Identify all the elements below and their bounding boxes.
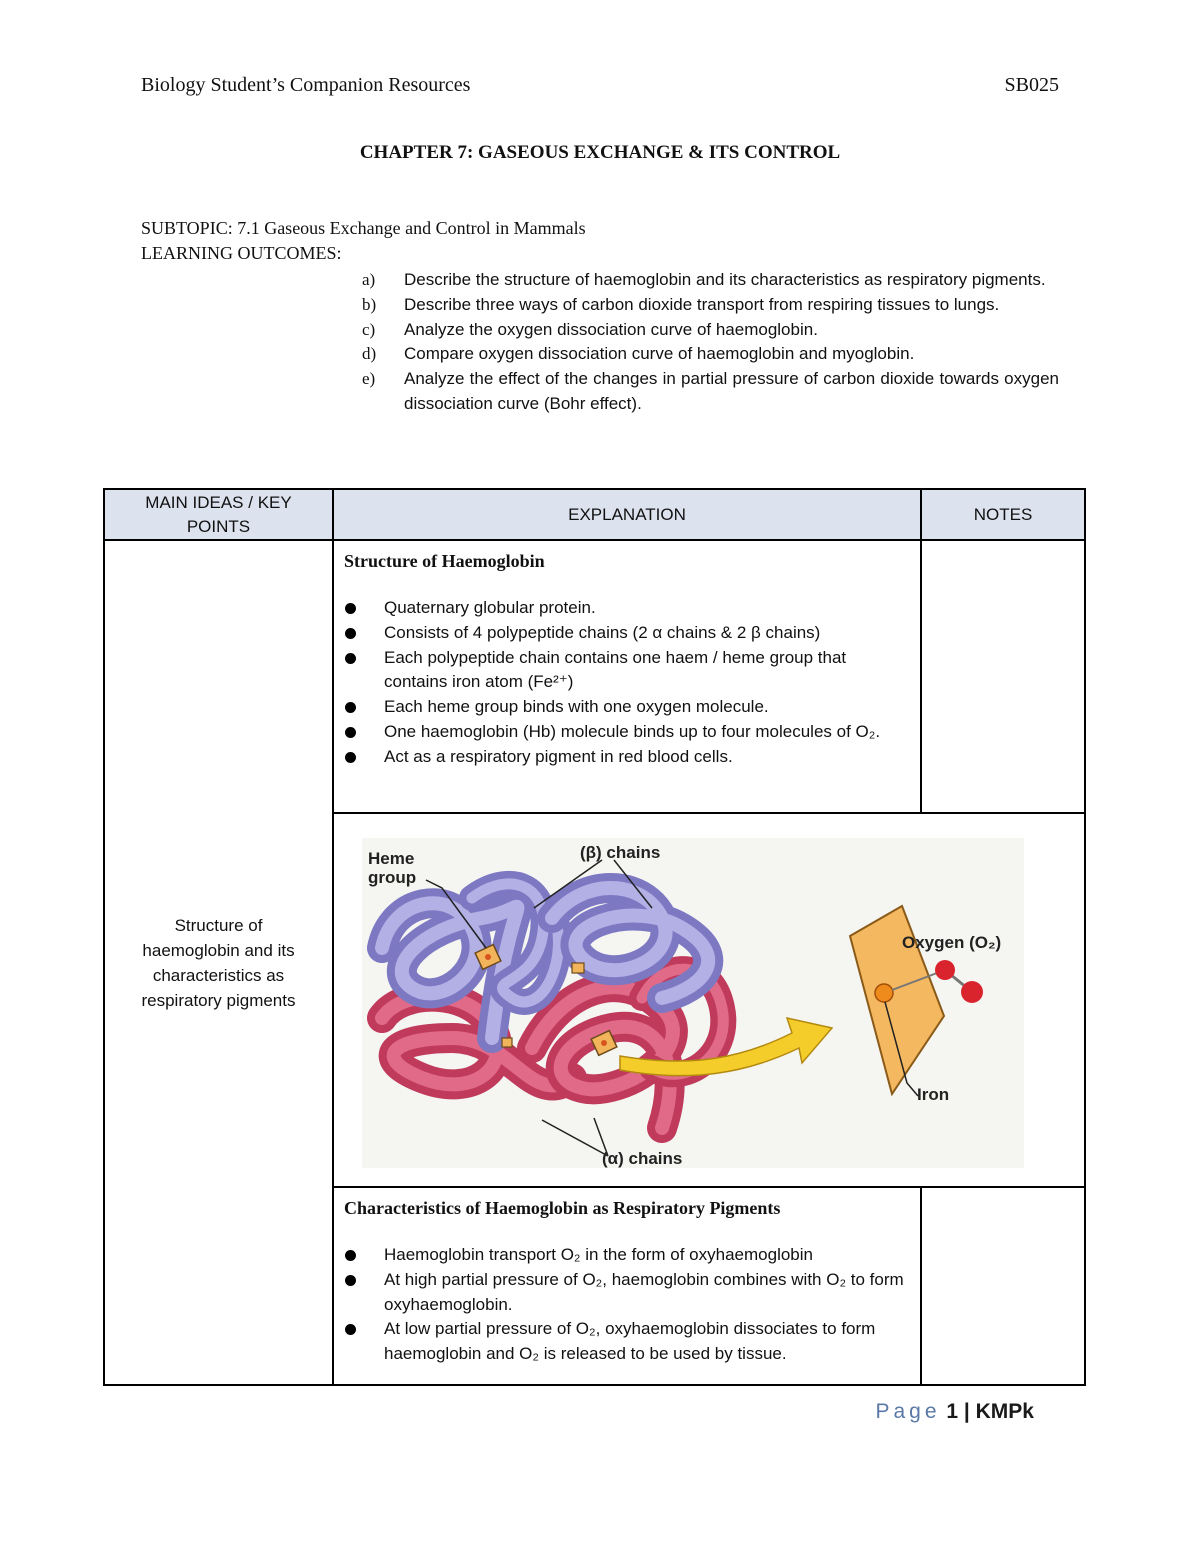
page-footer xyxy=(875,1400,1034,1424)
footer-code: KMPk xyxy=(975,1400,1034,1423)
list-item-text: Quaternary globular protein. xyxy=(384,598,596,617)
key-point-text: Structure of haemoglobin and its characteristics as respiratory pigments xyxy=(141,915,296,1010)
alpha-chains-label: (α) chains xyxy=(602,1149,683,1168)
heme-group-shape xyxy=(572,963,584,973)
list-item-text: Haemoglobin transport O₂ in the form of oxyhaemoglobin xyxy=(384,1245,813,1264)
outcome-text: Analyze the effect of the changes in partial pressure of carbon dioxide towards oxygen dissociation curve (Bohr effect). xyxy=(404,369,1059,413)
list-item-text: Consists of 4 polypeptide chains (2 α chains & 2 β chains) xyxy=(384,622,821,642)
heme-label-line1: Heme xyxy=(368,849,415,868)
bullet-icon xyxy=(345,1324,356,1335)
oxygen-atom-icon xyxy=(935,960,955,980)
list-item-text: At low partial pressure of O₂, oxyhaemoglobin dissociates to form haemoglobin and O₂ is released to be used by tissue. xyxy=(384,1319,876,1364)
characteristics-title: Characteristics of Haemoglobin as Respiratory Pigments xyxy=(344,1198,781,1218)
structure-points xyxy=(334,596,920,770)
oxygen-atom-icon xyxy=(961,981,983,1003)
key-point-cell xyxy=(104,540,333,1385)
characteristics-points xyxy=(334,1243,920,1367)
list-item xyxy=(344,621,910,646)
header-main-ideas: MAIN IDEAS / KEY POINTS xyxy=(104,489,333,540)
page-label: Page xyxy=(875,1400,941,1423)
header-code: SB025 xyxy=(1004,74,1059,96)
page-number: 1 xyxy=(946,1400,959,1423)
header-title: Biology Student’s Companion Resources xyxy=(141,74,471,96)
bullet-icon xyxy=(345,653,356,664)
list-item-text: Each heme group binds with one oxygen molecule. xyxy=(384,697,769,717)
outcome-text: Compare oxygen dissociation curve of haemoglobin and myoglobin. xyxy=(404,344,915,364)
learning-outcomes-list xyxy=(362,268,1059,417)
list-item xyxy=(344,745,910,770)
figure-cell xyxy=(333,813,1085,1187)
bullet-icon xyxy=(345,752,356,763)
list-item xyxy=(344,720,910,745)
list-item xyxy=(344,1243,910,1268)
bullet-icon xyxy=(345,628,356,639)
list-item xyxy=(344,1317,910,1367)
notes-table xyxy=(103,488,1086,1386)
outcome-text: Describe the structure of haemoglobin and its characteristics as respiratory pigments. xyxy=(404,270,1046,289)
learning-outcomes-label: LEARNING OUTCOMES: xyxy=(141,243,342,263)
list-item xyxy=(344,695,910,720)
outcome-letter: b) xyxy=(362,294,377,314)
iron-dot-icon xyxy=(601,1040,607,1046)
list-item xyxy=(344,596,910,621)
header-explanation: EXPLANATION xyxy=(333,489,921,540)
beta-chains-label: (β) chains xyxy=(580,843,661,862)
iron-dot-icon xyxy=(485,954,491,960)
table-row xyxy=(104,540,1085,813)
outcome-text: Analyze the oxygen dissociation curve of haemoglobin. xyxy=(404,319,818,339)
subtopic: SUBTOPIC: 7.1 Gaseous Exchange and Control in Mammals xyxy=(141,218,586,238)
table-header-row xyxy=(104,489,1085,540)
outcome-item xyxy=(362,318,1059,343)
bullet-icon xyxy=(345,1250,356,1261)
chapter-title: CHAPTER 7: GASEOUS EXCHANGE & ITS CONTROL xyxy=(359,142,841,163)
iron-atom-icon xyxy=(875,984,893,1002)
outcome-item xyxy=(362,293,1059,318)
outcome-item xyxy=(362,342,1059,367)
list-item-text: Act as a respiratory pigment in red blood cells. xyxy=(384,746,733,766)
bullet-icon xyxy=(345,702,356,713)
haemoglobin-figure xyxy=(362,838,1024,1168)
notes-cell xyxy=(921,1187,1085,1385)
outcome-item xyxy=(362,268,1059,293)
outcome-letter: c) xyxy=(362,319,376,339)
heme-group-shape xyxy=(502,1038,512,1047)
bullet-icon xyxy=(345,603,356,614)
outcome-letter: d) xyxy=(362,344,377,364)
outcome-item xyxy=(362,367,1059,417)
list-item xyxy=(344,646,910,696)
structure-cell xyxy=(333,540,921,813)
heme-label-line2: group xyxy=(368,868,417,887)
header-notes: NOTES xyxy=(921,489,1085,540)
characteristics-cell xyxy=(333,1187,921,1385)
bullet-icon xyxy=(345,727,356,738)
bullet-icon xyxy=(345,1275,356,1286)
list-item-text: One haemoglobin (Hb) molecule binds up to four molecules of O₂. xyxy=(384,721,881,741)
list-item-text: Each polypeptide chain contains one haem / heme group that contains iron atom (Fe²⁺) xyxy=(384,647,847,692)
list-item xyxy=(344,1268,910,1318)
list-item-text: At high partial pressure of O₂, haemoglobin combines with O₂ to form oxyhaemoglobin. xyxy=(384,1269,904,1314)
notes-cell xyxy=(921,540,1085,813)
iron-label: Iron xyxy=(917,1085,950,1104)
outcome-letter: e) xyxy=(362,369,376,389)
oxygen-label: Oxygen (O₂) xyxy=(902,933,1002,952)
outcome-text: Describe three ways of carbon dioxide transport from respiring tissues to lungs. xyxy=(404,294,1000,314)
footer-separator: | xyxy=(963,1400,970,1423)
outcome-letter: a) xyxy=(362,270,376,289)
structure-title: Structure of Haemoglobin xyxy=(344,551,545,571)
